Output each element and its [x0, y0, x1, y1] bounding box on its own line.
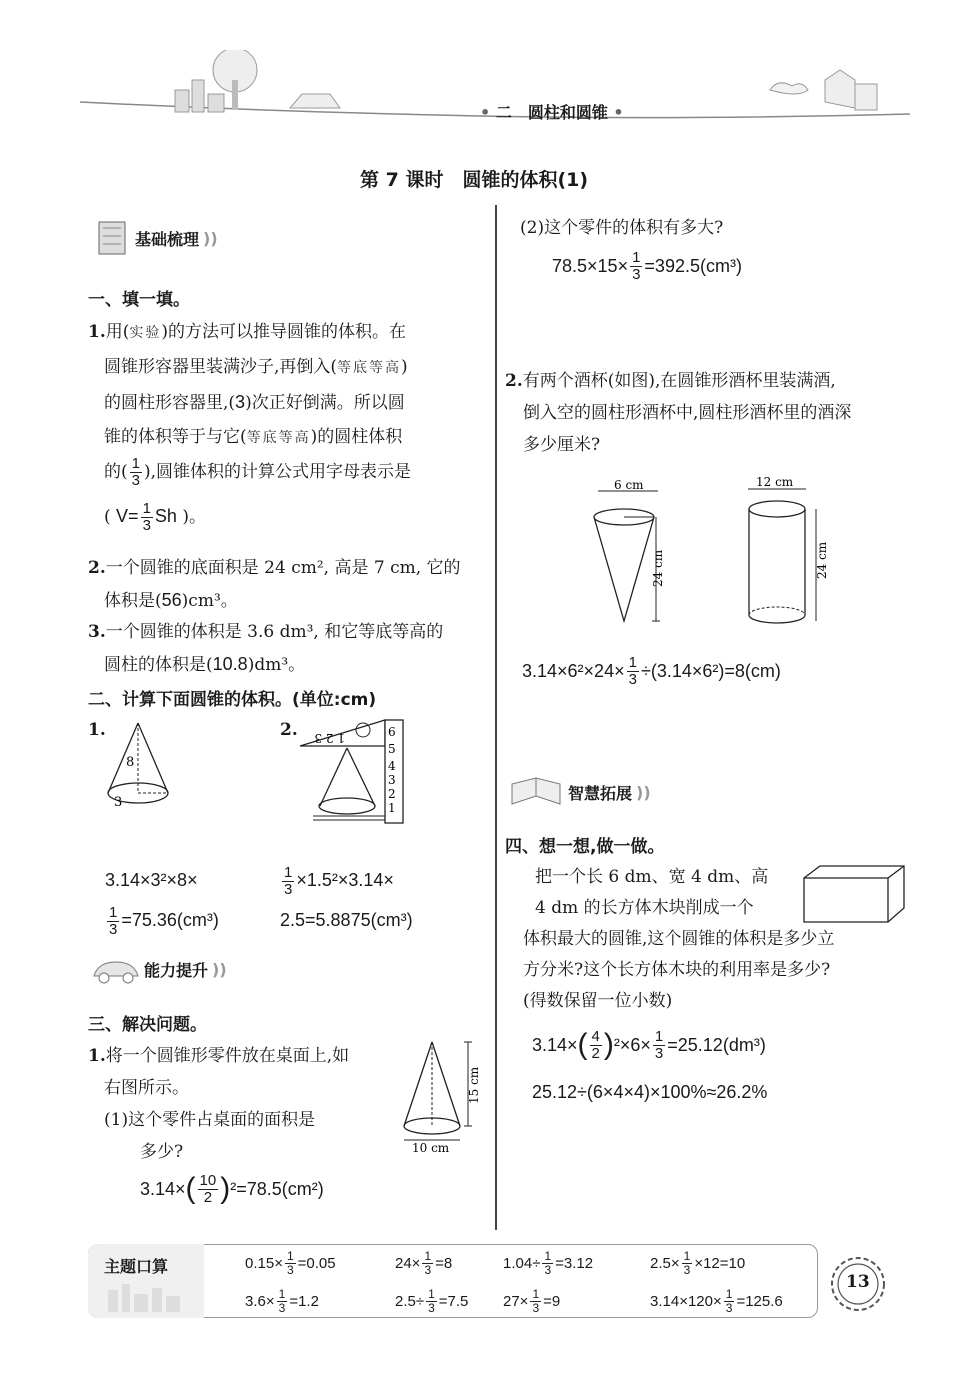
mental-item-5: 3.6× $\frac{1}{3}$ =1.2 — [245, 1287, 319, 1315]
p3-q1-answer1: 3.14× ( $\frac{10}{2}$ ) ²=78.5(cm²) — [140, 1171, 324, 1206]
svg-text:3: 3 — [388, 773, 396, 787]
mental-item-7: 27× $\frac{1}{3}$ =9 — [503, 1287, 561, 1315]
wine-cups-diagram — [590, 475, 840, 630]
p1-q3: 3.一个圆锥的体积是 3.6 dm³, 和它等底等高的 圆柱的体积是(10.8)dm³。 — [88, 622, 444, 675]
section-basic-badge: 基础梳理 )) — [95, 218, 218, 258]
cyl-d-label: 12 cm — [756, 475, 794, 489]
part4-heading: 四、想一想,做一做。 — [505, 837, 665, 857]
part1-heading: 一、填一填。 — [88, 290, 190, 310]
p2-q1-answer: 3.14×3²×8× $\frac{1}{3}$ =75.36(cm³) — [105, 870, 219, 938]
p2-q2-answer: $\frac{1}{3}$ ×1.5²×3.14× 2.5=5.8875(cm³) — [280, 864, 413, 930]
chapter-header: • 二 圆柱和圆锥 • — [480, 103, 624, 122]
cone-d-label: 6 cm — [614, 478, 644, 492]
p4-text: 把一个长 6 dm、宽 4 dm、高 4 dm 的长方体木块削成一个 体积最大的圆锥,这个圆锥的体积是多少立 方分米?这个长方体木块的利用率是多少? (得数保留一位小数) — [523, 867, 835, 1011]
cyl-h-label: 24 cm — [815, 541, 829, 579]
mental-math-label: 主题口算 — [104, 1257, 169, 1276]
p3-q1-sub2: (2)这个零件的体积有多大? — [520, 218, 724, 238]
p2-q1-num: 1. — [88, 720, 106, 740]
ruler-cone-diagram — [295, 718, 410, 828]
p4-answer2: 25.12÷(6×4×4)×100%≈26.2% — [532, 1082, 768, 1102]
mental-item-3: 1.04÷ $\frac{1}{3}$ =3.12 — [503, 1249, 594, 1277]
p3-q1-answer2: 78.5×15× $\frac{1}{3}$ =392.5(cm³) — [552, 249, 742, 283]
car-icon — [90, 952, 140, 986]
mental-item-2: 24× $\frac{1}{3}$ =8 — [395, 1249, 453, 1277]
mental-item-4: 2.5× $\frac{1}{3}$ ×12=10 — [650, 1249, 746, 1277]
book-icon — [508, 772, 564, 812]
p1-q1-line3: 的圆柱形容器里,(3)次正好倒满。所以圆 — [104, 392, 405, 413]
cone3-d-label: 10 cm — [412, 1141, 450, 1155]
part3-heading: 三、解决问题。 — [88, 1015, 207, 1035]
column-divider — [495, 205, 497, 1230]
p1-q1-line2: 圆锥形容器里装满沙子,再倒入(等底等高) — [104, 357, 408, 377]
p1-q1-line5: 的( $\frac{1}{3}$ ),圆锥体积的计算公式用字母表示是 — [104, 455, 412, 489]
p3-q2-answer: 3.14×6²×24× $\frac{1}{3}$ ÷(3.14×6²)=8(cm) — [522, 654, 781, 688]
lesson-title: 第 7 课时 圆锥的体积(1) — [360, 169, 589, 191]
mental-item-8: 3.14×120× $\frac{1}{3}$ =125.6 — [650, 1287, 783, 1315]
cone-diagram-1 — [100, 718, 180, 813]
svg-text:6: 6 — [388, 725, 396, 739]
p1-q1-line4: 锥的体积等于与它(等底等高)的圆柱体积 — [104, 427, 403, 447]
cone-diagram-15cm — [398, 1038, 488, 1156]
p1-q2: 2.一个圆锥的底面积是 24 cm², 高是 7 cm, 它的 体积是(56)cm³。 — [88, 558, 461, 611]
svg-text:4: 4 — [388, 759, 396, 773]
mental-item-6: 2.5÷ $\frac{1}{3}$ =7.5 — [395, 1287, 469, 1315]
p1-q1-line6: ( V= $\frac{1}{3}$ Sh )。 — [104, 500, 206, 534]
svg-text:1: 1 — [388, 801, 396, 815]
p4-answer1: 3.14× ( $\frac{4}{2}$ ) ²×6× $\frac{1}{3}$ =25.12(dm³) — [532, 1027, 766, 1062]
svg-text:2: 2 — [388, 787, 396, 801]
svg-text:1 2 3: 1 2 3 — [314, 731, 345, 745]
svg-text:5: 5 — [388, 742, 396, 756]
p3-q2-text: 2.有两个酒杯(如图),在圆锥形酒杯里装满酒, 倒入空的圆柱形酒杯中,圆柱形酒杯里的酒深 多少厘米? — [505, 371, 852, 455]
cone3-h-label: 15 cm — [467, 1066, 481, 1104]
cone-h-label: 24 cm — [651, 549, 665, 587]
p3-q1-text: 1.将一个圆锥形零件放在桌面上,如 右图所示。 (1)这个零件占桌面的面积是 多少? — [88, 1046, 350, 1162]
page-number: 13 — [846, 1272, 870, 1292]
p2-q2-num: 2. — [280, 720, 298, 740]
cone1-r-label: 3 — [114, 795, 123, 810]
p1-q1 — [88, 315, 488, 547]
building-icon — [95, 218, 131, 258]
cuboid-diagram — [800, 862, 910, 928]
section-ability-badge: 能力提升 )) — [90, 952, 227, 986]
mental-item-1: 0.15× $\frac{1}{3}$ =0.05 — [245, 1249, 336, 1277]
section-wisdom-badge: 智慧拓展 )) — [508, 772, 651, 812]
city-icon — [100, 1280, 190, 1314]
cone1-h-label: 8 — [126, 755, 135, 770]
part2-heading: 二、计算下面圆锥的体积。(单位:cm) — [88, 690, 377, 710]
p1-q1-line1: 1.用(实验)的方法可以推导圆锥的体积。在 — [88, 322, 407, 342]
